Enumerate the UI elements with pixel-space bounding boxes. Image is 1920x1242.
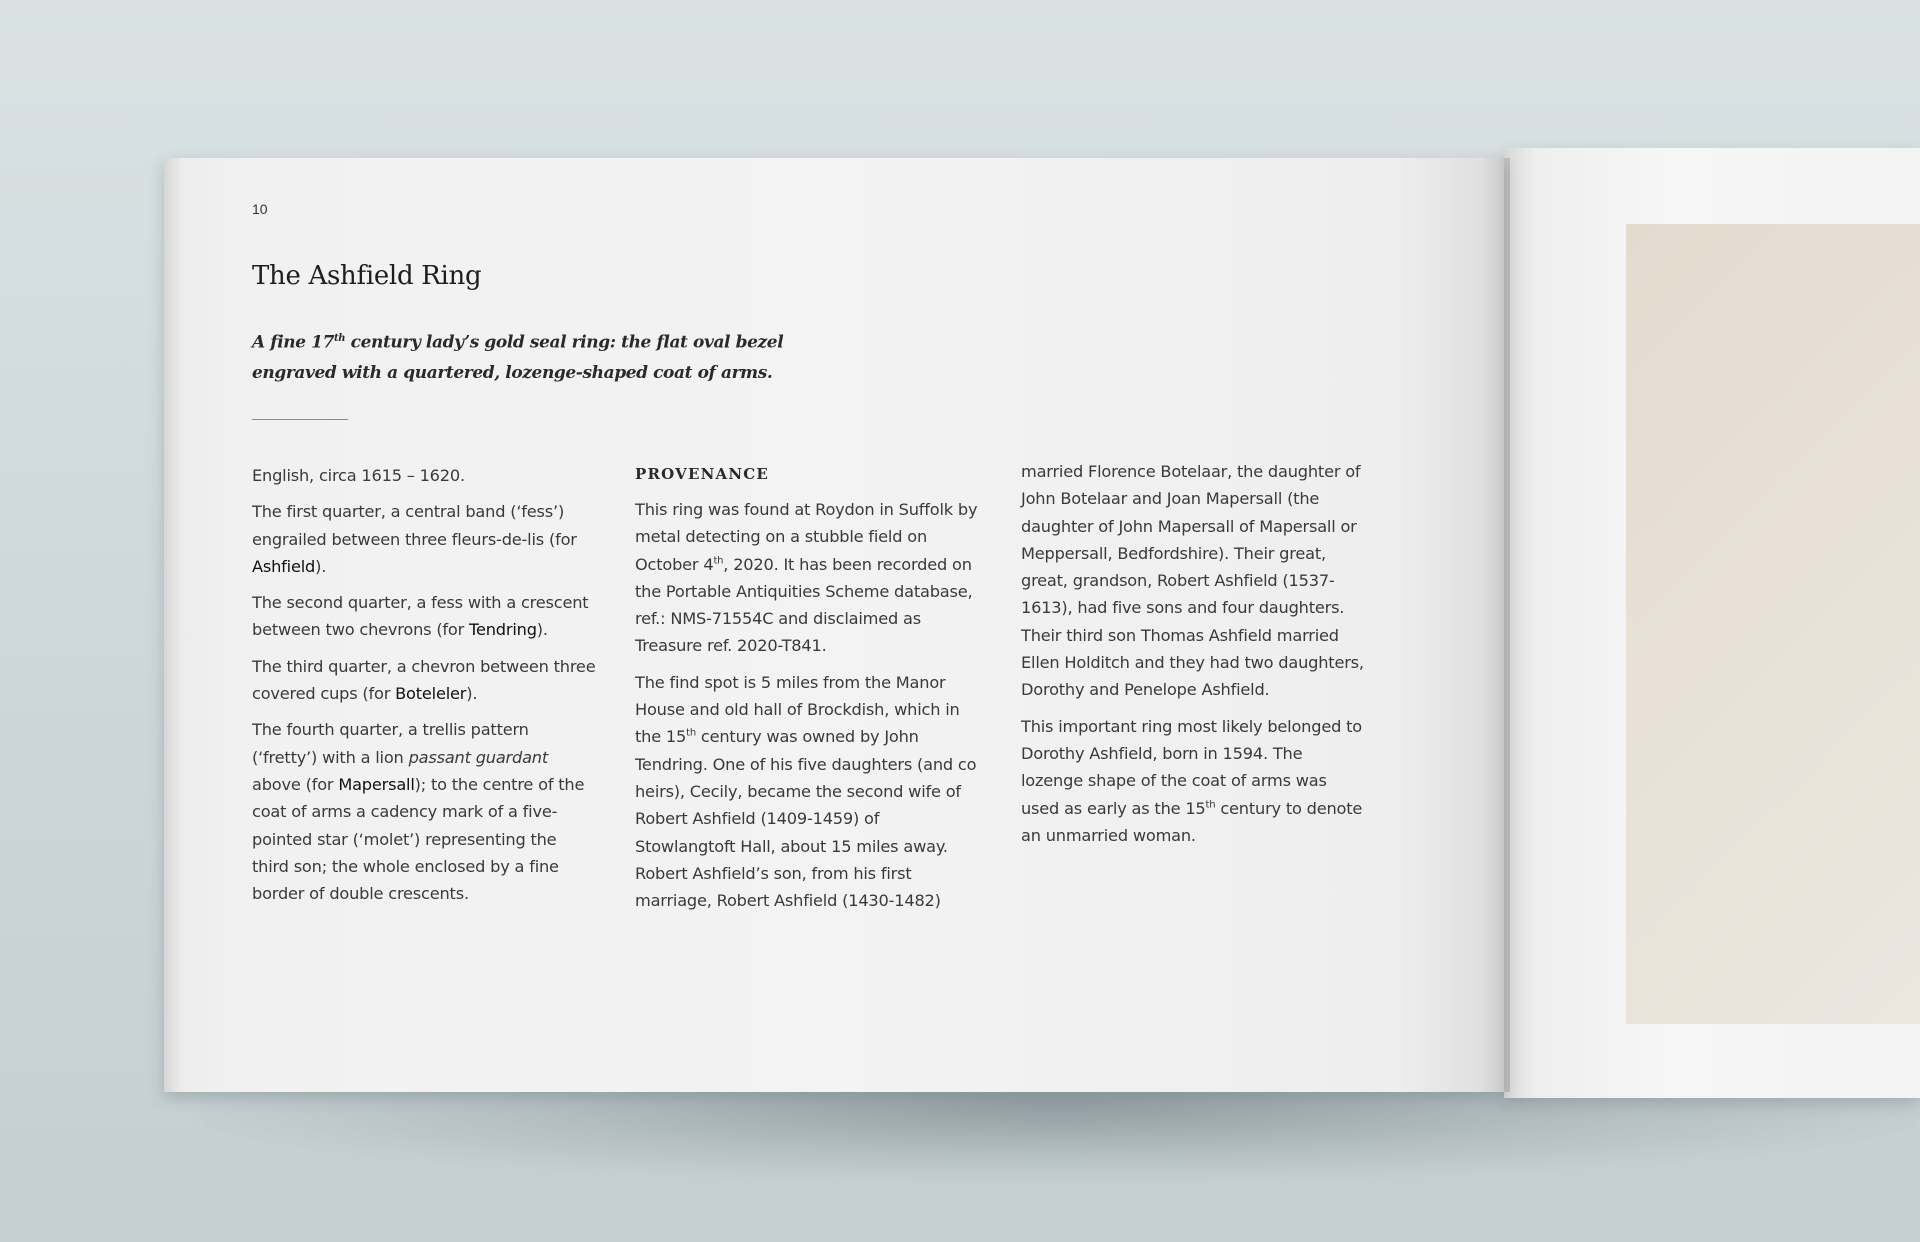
book-gutter: [1480, 158, 1510, 1092]
photo-placeholder: [1626, 224, 1920, 1024]
provenance-p1-sup: th: [713, 555, 724, 567]
subtitle-text-a: A fine 17: [252, 332, 335, 353]
provenance-p1-text-a: This ring was found at Roydon in Suffolk by metal detecting on a stubble field on October 4: [635, 500, 978, 574]
quarter-3-name: Boteleler: [395, 684, 467, 704]
quarter-2-end: ).: [536, 620, 548, 640]
column-description: [252, 462, 597, 916]
quarter-4-name: Mapersall: [338, 774, 415, 794]
continued-p2-sup: th: [1205, 799, 1216, 811]
quarter-1-paragraph: [252, 498, 597, 580]
quarter-4-text-b: above (for: [252, 774, 339, 794]
provenance-p2-sup: th: [686, 727, 696, 739]
continued-p2-text-a: This important ring most likely belonged to Dorothy Ashfield, born in 1594. The lozenge shape of the coat of arms was used as early as the 15: [1021, 716, 1362, 818]
quarter-4-text-a: The fourth quarter, a trellis pattern (‘fretty’) with a lion: [252, 720, 529, 767]
right-page: [1504, 148, 1920, 1098]
quarter-2-name: Tendring: [469, 620, 537, 640]
quarter-3-end: ).: [466, 684, 478, 704]
continued-paragraph-1: married Florence Botelaar, the daughter of John Botelaar and Joan Mapersall (the daughter of John Mapersall of Mapersall or Meppersall, Bedfordshire). Their great, great, grandson, Robert Ashfield (1537-1613), had five sons and four daughters. Their third son Thomas Ashfield married Ellen Holditch and they had two daughters, Dorothy and Penelope Ashfield.: [1021, 462, 1364, 700]
provenance-heading: PROVENANCE: [635, 465, 770, 483]
quarter-4-paragraph: [252, 716, 597, 907]
quarter-3-text: The third quarter, a chevron between three covered cups (for: [252, 656, 596, 704]
provenance-p1-text-b: , 2020. It has been recorded on the Portable Antiquities Scheme database, ref.: NMS-71554C and disclaimed as Treasure ref. 2020-T841.: [635, 554, 973, 656]
column-continued: [1021, 458, 1366, 858]
page-title: The Ashfield Ring: [252, 261, 482, 291]
quarter-1-name: Ashfield: [252, 556, 316, 576]
column-provenance: [635, 462, 980, 923]
divider-rule: [252, 419, 348, 420]
continued-p2-text-b: century to denote an unmarried woman.: [1021, 798, 1363, 845]
quarter-4-text-c: ); to the centre of the coat of arms a cadency mark of a five-pointed star (‘molet’) representing the third son; the whole enclosed by a fine border of double crescents.: [252, 774, 585, 904]
quarter-1-end: ).: [315, 556, 327, 576]
quarter-4-italic: passant guardant: [408, 747, 549, 767]
provenance-paragraph-2: [635, 669, 980, 915]
quarter-2-paragraph: [252, 589, 597, 644]
quarter-2-text: The second quarter, a fess with a crescent between two chevrons (for: [252, 593, 589, 640]
provenance-p2-text-b: century was owned by John Tendring. One of his five daughters (and co heirs), Cecily, became the second wife of Robert Ashfield (1409-1459) of Stowlangtoft Hall, about 15 miles away. Robert Ashfield’s son, from his first marriage, Robert Ashfield (1430-1482): [635, 727, 977, 911]
date-line: English, circa 1615 – 1620.: [252, 466, 465, 485]
provenance-p2-text-a: The find spot is 5 miles from the Manor House and old hall of Brockdish, which in the 15: [635, 672, 960, 747]
provenance-paragraph-1: [635, 496, 980, 660]
page-subtitle: [252, 324, 812, 388]
subtitle-sup: th: [334, 333, 346, 344]
page-number: 10: [252, 201, 268, 217]
quarter-3-paragraph: [252, 653, 597, 708]
quarter-1-text: The first quarter, a central band (‘fess’) engrailed between three fleurs-de-lis (for: [252, 502, 577, 549]
continued-paragraph-2: [1021, 713, 1366, 849]
subtitle-text-b: century lady’s gold seal ring: the flat oval bezel engraved with a quartered, lozenge-shaped coat of arms.: [252, 332, 784, 383]
